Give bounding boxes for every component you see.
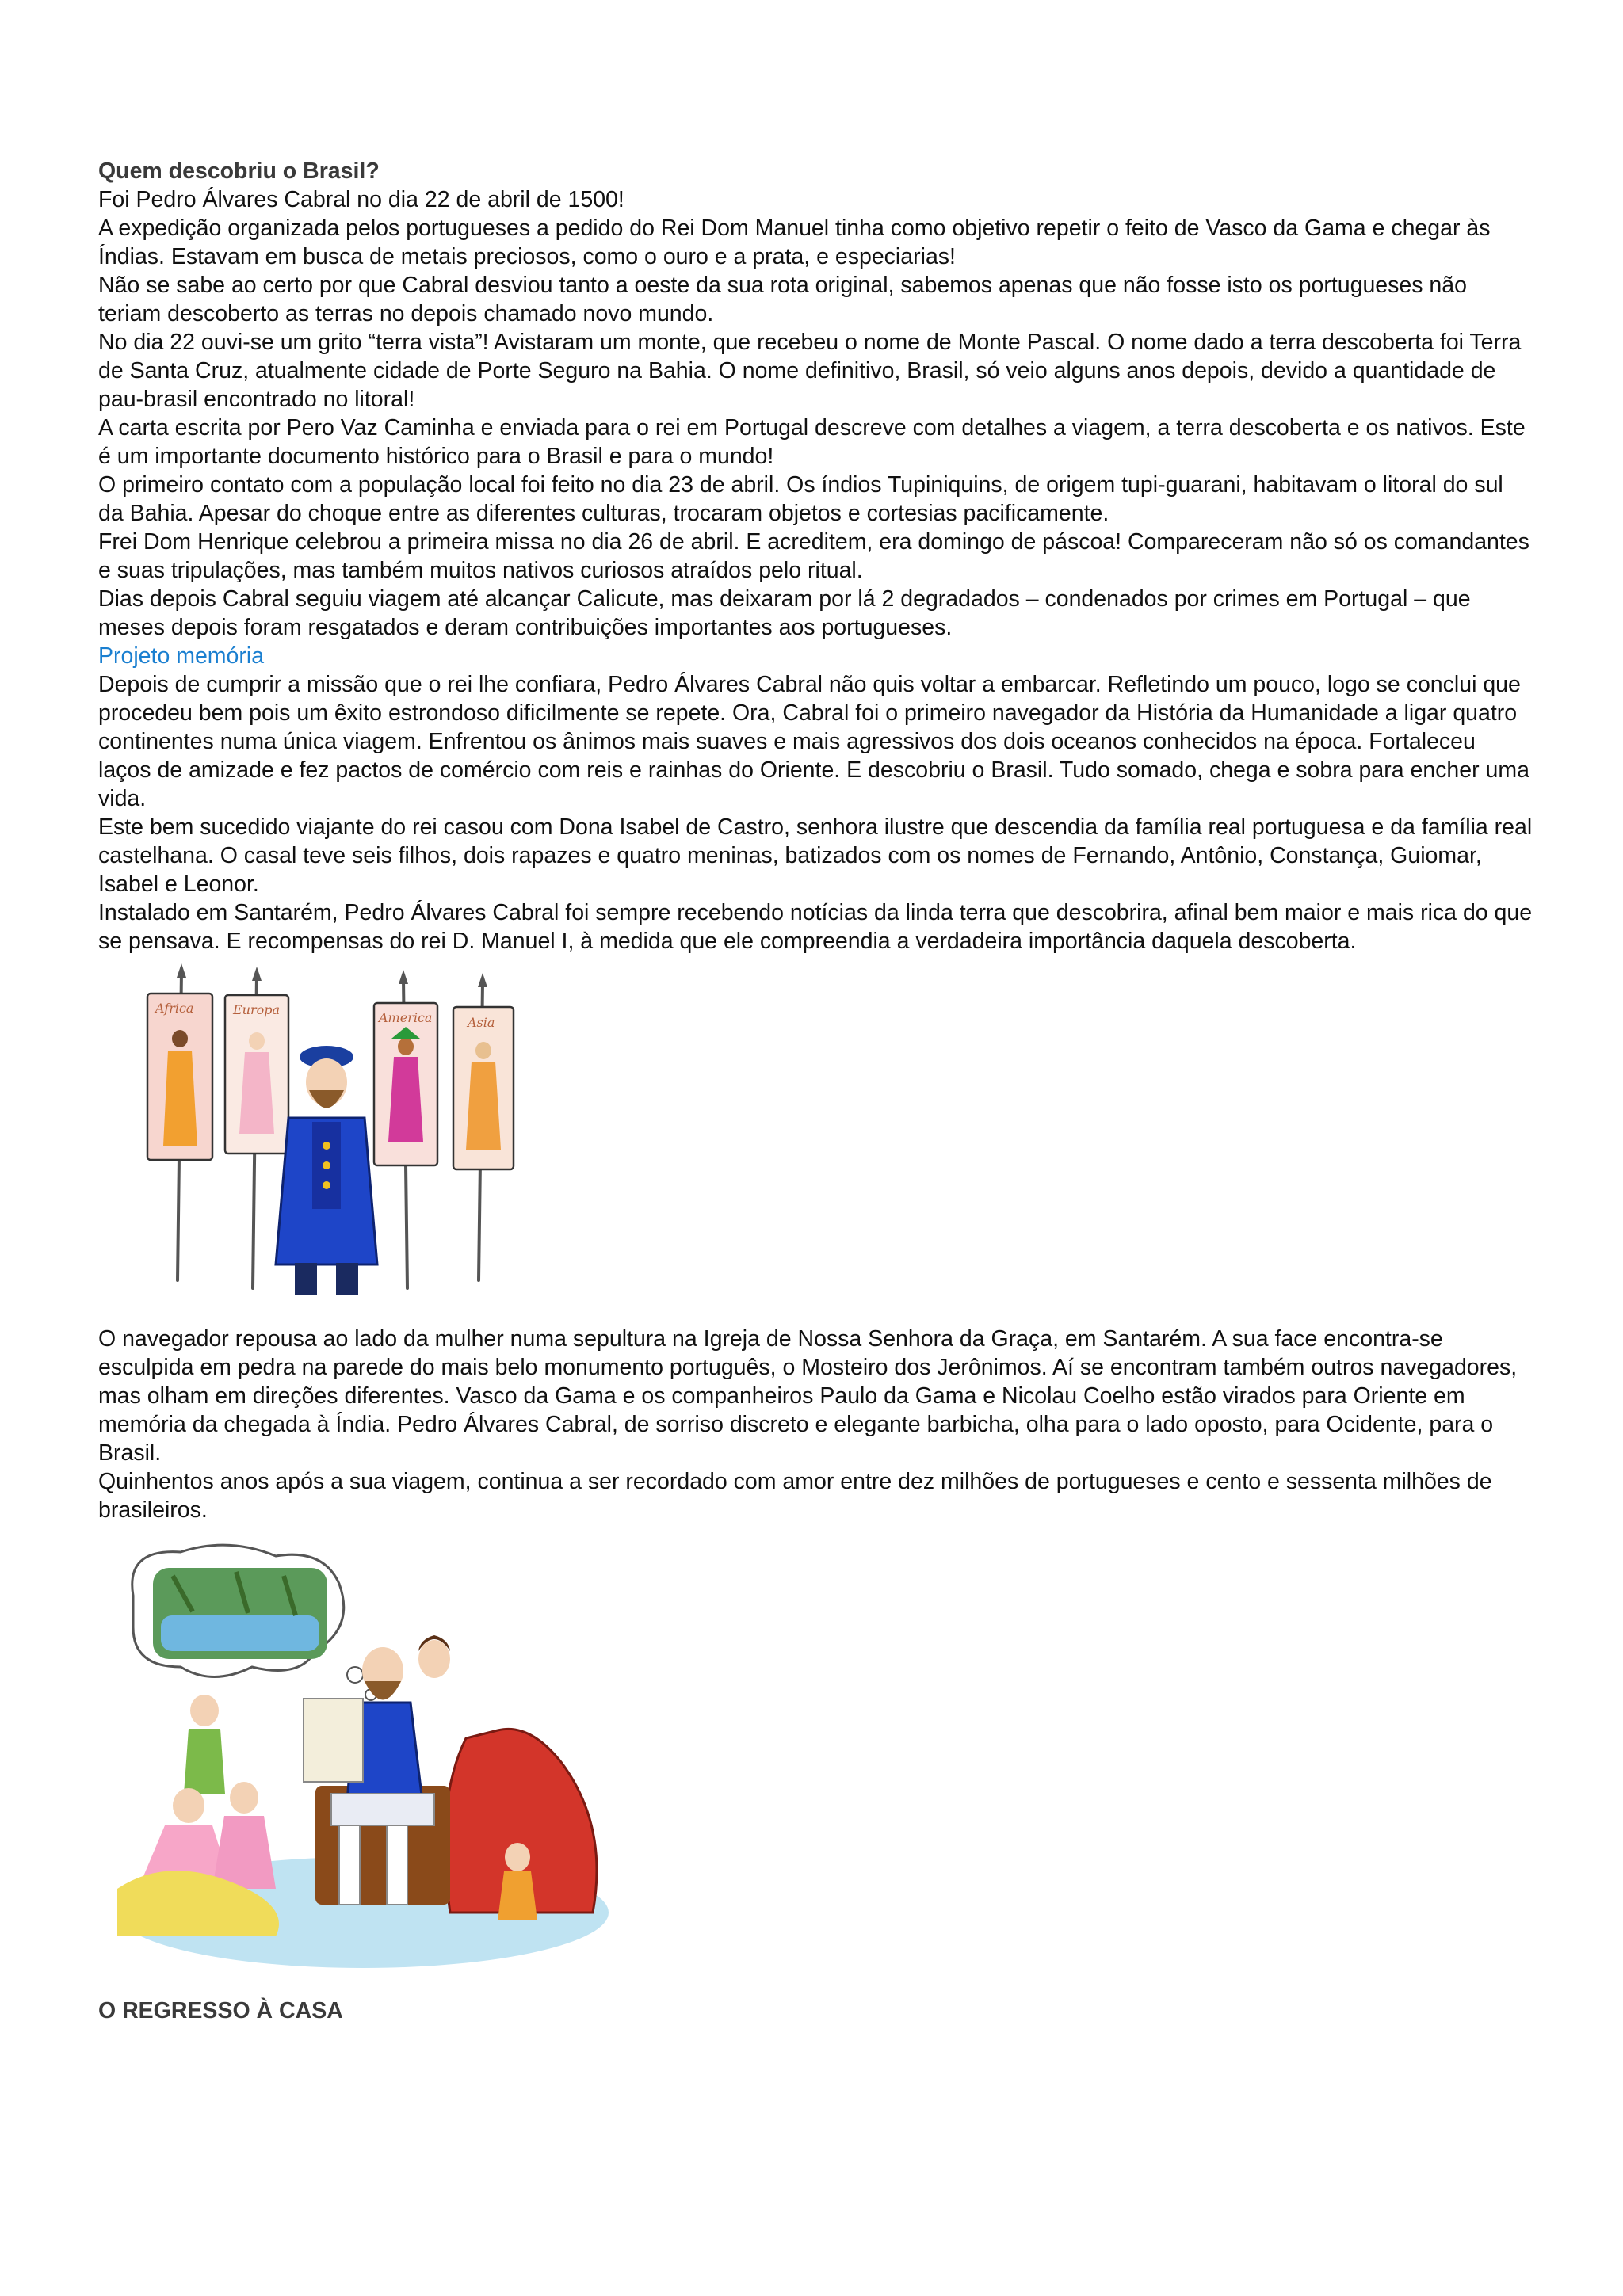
paragraph: O navegador repousa ao lado da mulher numa sepultura na Igreja de Nossa Senhora da Graça, em Santarém. A sua face encontra-se esculpida em pedra na parede do mais belo monumento português, o Mosteiro dos Jerônimos. Aí se encontram também outros navegadores, mas olham em direções diferentes. Vasco da Gama e os companheiros Paulo da Gama e Nicolau Coelho estão virados para Oriente em memória da chegada à Índia. Pedro Álvares Cabral, de sorriso discreto e elegante barbicha, olha para o lado oposto, para Ocidente, para o Brasil. — [98, 1326, 1518, 1466]
banner-label: Asia — [468, 1015, 495, 1030]
paragraph: A expedição organizada pelos portugueses a pedido do Rei Dom Manuel tinha como objetivo repetir o feito de Vasco da Gama e chegar às Índias. Estavam em busca de metais preciosos, como o ouro e a prata, e especiarias! — [98, 215, 1491, 269]
family-scene-illustration — [117, 1540, 609, 1968]
banner-label: Africa — [155, 1001, 194, 1016]
paragraph: Não se sabe ao certo por que Cabral desviou tanto a oeste da sua rota original, sabemos apenas que não fosse isto os portugueses não teriam descoberto as terras no depois chamado novo mundo. — [98, 273, 1467, 326]
paragraph: Quinhentos anos após a sua viagem, continua a ser recordado com amor entre dez milhões de portugueses e cento e sessenta milhões de brasileiros. — [98, 1469, 1492, 1523]
section-heading: O REGRESSO À CASA — [98, 1998, 343, 2023]
paragraph: Frei Dom Henrique celebrou a primeira missa no dia 26 de abril. E acreditem, era domingo de páscoa! Compareceram não só os comandantes e suas tripulações, mas também muitos nativos curiosos atraídos pelo ritual. — [98, 529, 1529, 583]
paragraph: No dia 22 ouvi-se um grito “terra vista”! Avistaram um monte, que recebeu o nome de Monte Pascal. O nome dado a terra descoberta foi Terra de Santa Cruz, atualmente cidade de Porte Seguro na Bahia. O nome definitivo, Brasil, só veio alguns anos depois, devido a quantidade de pau-brasil encontrado no litoral! — [98, 330, 1522, 412]
paragraph: O primeiro contato com a população local foi feito no dia 23 de abril. Os índios Tupiniquins, de origem tupi-guarani, habitavam o litoral do sul da Bahia. Apesar do choque entre as diferentes culturas, trocaram objetos e cortesias pacificamente. — [98, 472, 1503, 526]
document-page — [98, 157, 1533, 2025]
paragraph: Instalado em Santarém, Pedro Álvares Cabral foi sempre recebendo notícias da linda terra que descobrira, afinal bem maior e mais rica do que se pensava. E recompensas do rei D. Manuel I, à medida que ele compreendia a verdadeira importância daquela descoberta. — [98, 900, 1533, 954]
paragraph: A carta escrita por Pero Vaz Caminha e enviada para o rei em Portugal descreve com detalhes a viagem, a terra descoberta e os nativos. Este é um importante documento histórico para o Brasil e para o mundo! — [98, 415, 1526, 469]
paragraph: Dias depois Cabral seguiu viagem até alcançar Calicute, mas deixaram por lá 2 degradados – condenados por crimes em Portugal – que meses depois foram resgatados e deram contribuições importantes aos portugueses. — [98, 586, 1471, 640]
banner-label: America — [379, 1010, 433, 1025]
banner-label: Europa — [233, 1002, 281, 1017]
paragraph: Este bem sucedido viajante do rei casou com Dona Isabel de Castro, senhora ilustre que descendia da família real portuguesa e da família real castelhana. O casal teve seis filhos, dois rapazes e quatro meninas, batizados com os nomes de Fernando, Antônio, Constança, Guiomar, Isabel e Leonor. — [98, 814, 1533, 897]
page-title: Quem descobriu o Brasil? — [98, 158, 380, 184]
cabral-banners-illustration — [122, 963, 518, 1312]
paragraph: Depois de cumprir a missão que o rei lhe confiara, Pedro Álvares Cabral não quis voltar a embarcar. Refletindo um pouco, logo se conclui que procedeu bem pois um êxito estrondoso dificilmente se repete. Ora, Cabral foi o primeiro navegador da História da Humanidade a ligar quatro continentes numa única viagem. Enfrentou os ânimos mais suaves e mais agressivos dos dois oceanos conhecidos na época. Fortaleceu laços de amizade e fez pactos de comércio com reis e rainhas do Oriente. E descobriu o Brasil. Tudo somado, chega e sobra para encher uma vida. — [98, 672, 1529, 811]
projeto-memoria-link[interactable]: Projeto memória — [98, 643, 265, 669]
paragraph: Foi Pedro Álvares Cabral no dia 22 de abril de 1500! — [98, 187, 624, 212]
